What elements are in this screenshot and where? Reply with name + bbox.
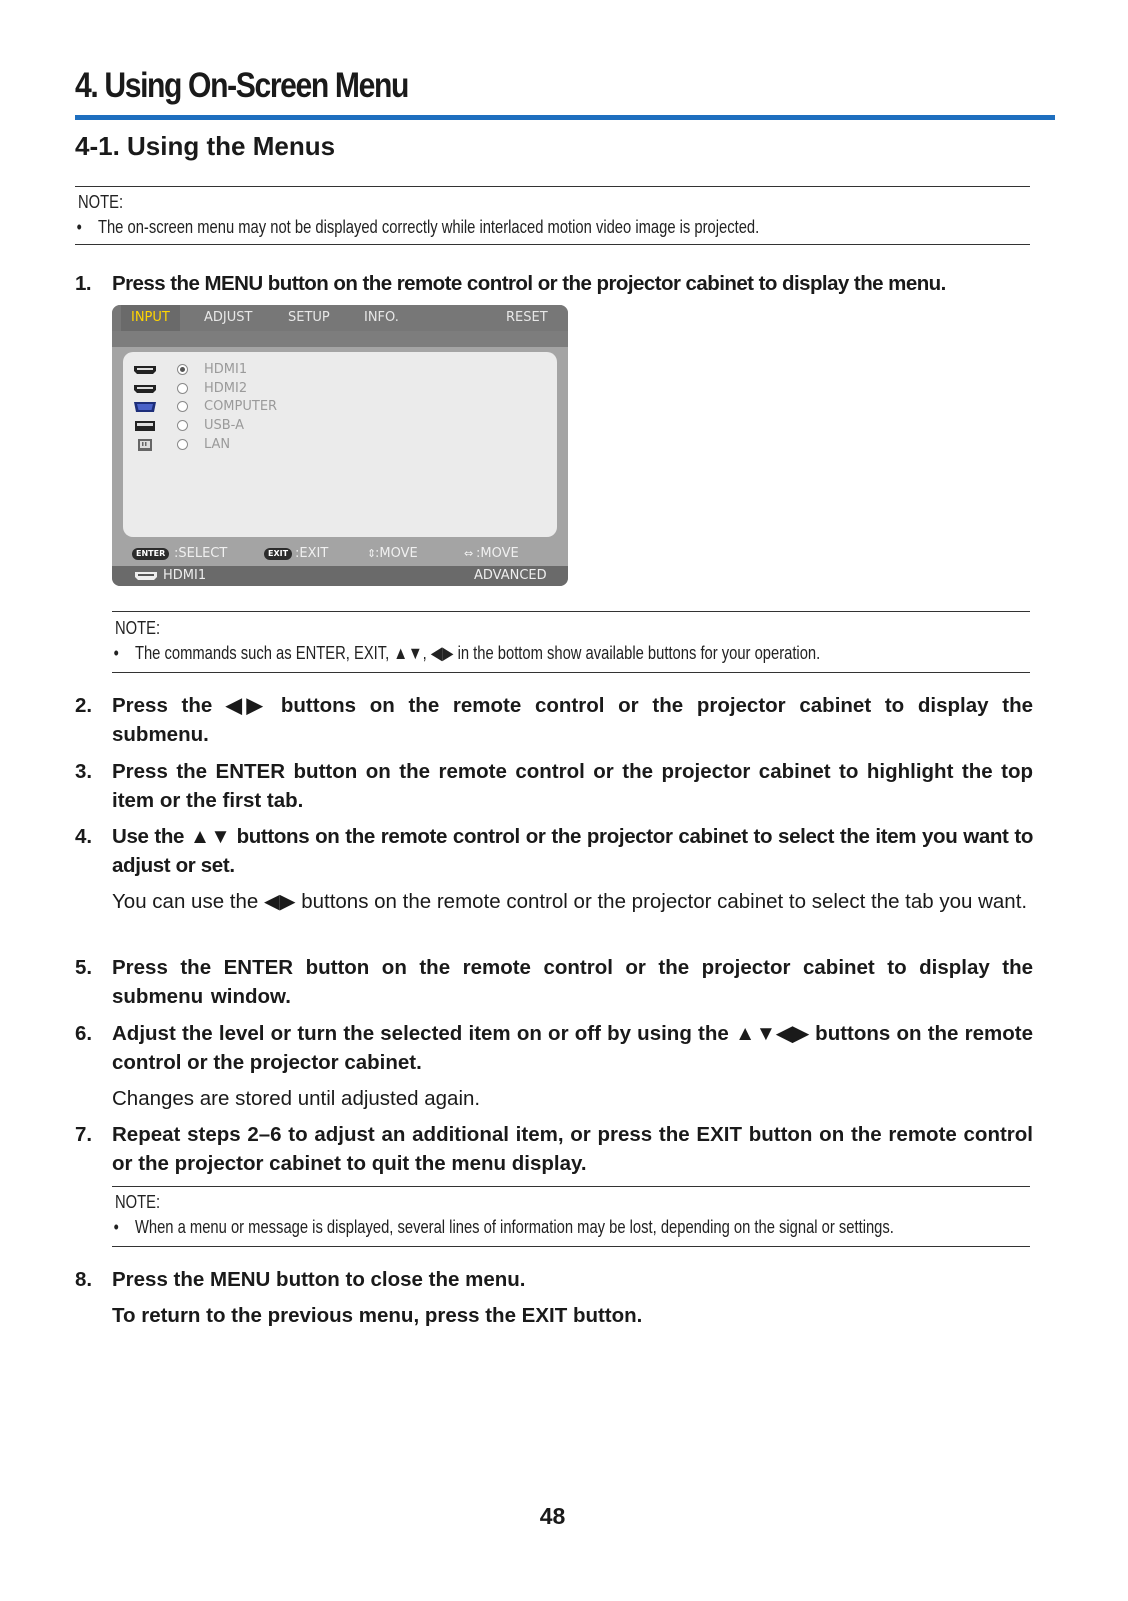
menu-item-hdmi2[interactable]: [123, 380, 423, 398]
menu-subtab-strip: [112, 331, 568, 347]
menu-key-guide: [112, 545, 568, 565]
left-right-arrow-icon: ⇔: [464, 547, 474, 560]
note-text: • The commands such as ENTER, EXIT, ▲▼, ◀▶ in the bottom show available buttons for your operation.: [113, 643, 821, 663]
menu-item-lan[interactable]: [123, 436, 423, 454]
note-title: NOTE:: [115, 618, 161, 638]
step-8: [75, 1265, 1033, 1330]
section-title: 4-1. Using the Menus: [75, 131, 336, 161]
menu-item-hdmi1[interactable]: [123, 361, 423, 379]
step-4: [75, 822, 1033, 916]
tab-setup[interactable]: SETUP: [288, 310, 330, 325]
note-text: • When a menu or message is displayed, several lines of information may be lost, depending on the signal or settings.: [113, 1217, 894, 1237]
step-text: Press the MENU button to close the menu.: [112, 1268, 526, 1291]
step-text: Press the ◀▶ buttons on the remote control or the projector cabinet to display the submenu.: [112, 694, 1033, 746]
step-detail: To return to the previous menu, press the EXIT button.: [112, 1304, 643, 1327]
usb-port-icon: [133, 420, 157, 432]
page-number: 48: [539, 1503, 566, 1529]
menu-input-panel: [123, 352, 557, 537]
exit-key-icon: EXIT: [264, 548, 292, 560]
step-2: [75, 691, 1033, 749]
radio-selected-icon: [177, 364, 188, 375]
step-text: Adjust the level or turn the selected item on or off by using the ▲▼◀▶ buttons on the remote control or the projector cabinet.: [112, 1022, 1033, 1074]
exit-hint: :EXIT: [295, 546, 329, 561]
tab-reset[interactable]: RESET: [506, 310, 548, 325]
tab-info[interactable]: INFO.: [364, 310, 399, 325]
radio-icon: [177, 383, 188, 394]
lan-port-icon: [133, 439, 157, 451]
bullet-icon: •: [113, 643, 119, 663]
vga-port-icon: [133, 401, 157, 413]
step-7: [75, 1120, 1033, 1178]
up-down-arrow-icon: ⇕: [367, 547, 377, 560]
step-number: 7.: [75, 1123, 93, 1146]
tab-input[interactable]: INPUT: [121, 305, 180, 331]
step-text: Use the ▲▼ buttons on the remote control or the projector cabinet to select the item you want to adjust or set.: [112, 825, 1033, 877]
current-source: HDMI1: [163, 568, 207, 583]
chapter-title: 4. Using On-Screen Menu: [75, 66, 408, 105]
menu-tab-bar: [112, 305, 568, 331]
menu-item-usb-a[interactable]: [123, 417, 423, 435]
step-number: 1.: [75, 272, 91, 295]
hdmi-port-icon: [133, 383, 157, 395]
radio-icon: [177, 439, 188, 450]
step-number: 3.: [75, 760, 93, 783]
step-detail: You can use the ◀▶ buttons on the remote control or the projector cabinet to select the tab you want.: [112, 890, 1028, 913]
step-5: [75, 953, 1033, 1011]
radio-icon: [177, 420, 188, 431]
step-text: Press the ENTER button on the remote control or the projector cabinet to display the submenu window.: [112, 956, 1033, 1008]
chapter-title-rule: [75, 115, 1055, 120]
menu-item-label: USB-A: [204, 418, 244, 433]
select-hint: :SELECT: [174, 546, 228, 561]
step-number: 8.: [75, 1268, 93, 1291]
move-leftright-hint: :MOVE: [476, 546, 519, 561]
bullet-icon: •: [76, 217, 82, 237]
menu-mode: ADVANCED: [474, 568, 547, 583]
menu-item-label: HDMI2: [204, 381, 248, 396]
step-number: 4.: [75, 825, 93, 848]
step-number: 6.: [75, 1022, 93, 1045]
step-detail: Changes are stored until adjusted again.: [112, 1087, 481, 1110]
menu-item-label: HDMI1: [204, 362, 248, 377]
note-box-lost-lines: [112, 1186, 1030, 1247]
step-number: 2.: [75, 694, 93, 717]
bullet-icon: •: [113, 1217, 119, 1237]
step-text: Press the ENTER button on the remote control or the projector cabinet to highlight the top item or the first tab.: [112, 760, 1033, 812]
menu-status-bar: [112, 566, 568, 586]
note-text: • The on-screen menu may not be displayed correctly while interlaced motion video image is projected.: [76, 217, 760, 237]
onscreen-menu-screenshot: [112, 305, 568, 586]
enter-key-icon: ENTER: [132, 548, 169, 560]
move-updown-hint: :MOVE: [375, 546, 418, 561]
note-title: NOTE:: [78, 192, 124, 212]
hdmi-port-icon: [134, 570, 158, 582]
note-box-commands: [112, 611, 1030, 673]
tab-adjust[interactable]: ADJUST: [204, 310, 253, 325]
hdmi-port-icon: [133, 364, 157, 376]
step-3: [75, 757, 1033, 815]
note-box-interlaced: [75, 186, 1030, 245]
note-title: NOTE:: [115, 1192, 161, 1212]
step-text: Press the MENU button on the remote control or the projector cabinet to display the menu.: [112, 272, 946, 295]
menu-item-label: COMPUTER: [204, 399, 278, 414]
menu-item-label: LAN: [204, 437, 231, 452]
step-text: Repeat steps 2–6 to adjust an additional item, or press the EXIT button on the remote control or the projector cabinet to quit the menu display.: [112, 1123, 1033, 1175]
radio-icon: [177, 401, 188, 412]
menu-item-computer[interactable]: [123, 398, 423, 416]
step-6: [75, 1019, 1033, 1113]
step-number: 5.: [75, 956, 93, 979]
step-1: [75, 269, 1033, 298]
